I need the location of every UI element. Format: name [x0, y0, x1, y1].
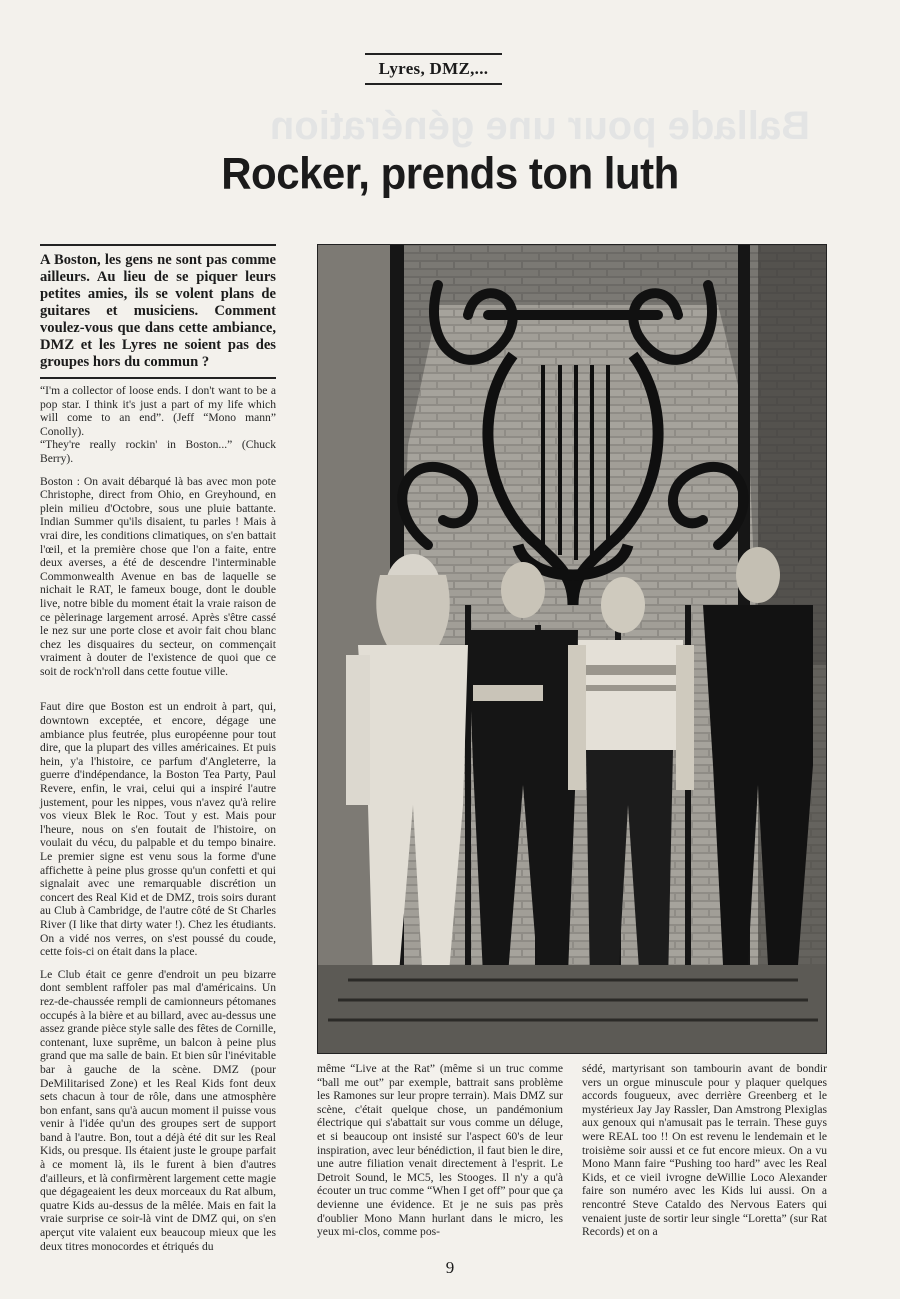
paragraph-the-club: Le Club était ce genre d'endroit un peu bizarre dont semblent raffoler pas mal d'américains. Un rez-de-chaussée rempli de camionneurs pétomanes occupés à la bière et au billard, avec au-dessus une assez grande pièce style salle des fêtes de Cornille, contenant, luxe suprême, un balcon à peine plus grand que ma salle de bain. Et bien sûr l'inévitable bar à gauche de la scène. DMZ (pour DeMilitarised Zone) et les Real Kids font deux sets chacun à tour de rôle, dans une atmosphère bon enfant, sans qu'à aucun moment il puisse vous venir à l'idée qu'un des groupes sert de support band à l'autre. Bon, tout a déjà été dit sur les Real Kids, ou presque. Ils étaient juste le groupe parfait à ce moment là, ils le furent à bien d'autres d'ailleurs, et là confirmèrent largement cette magie que dégageaient les deux morceaux du Rat album, quatre Kids au-dessus de la mêlée. Mais en fait la vraie surprise ce soir-là vint de DMZ qui, on s'en aperçut vite valaient eux beaucoup mieux que les deux titres monocordes et étriqués du	[40, 967, 276, 1253]
show-through-heading: Ballade pour une génération	[269, 104, 810, 148]
article-intro: A Boston, les gens ne sont pas comme ailleurs. Au lieu de se piquer leurs petites amies, ils se volent plans de guitares et musiciens. Comment voulez-vous que dans cette ambiance, DMZ et les Lyres ne soient pas des groupes hors du commun ?	[40, 244, 276, 379]
paragraph-boston-history: Faut dire que Boston est un endroit à part, qui, downtown exceptée, et encore, dégage une ambiance plus feutrée, plus européenne pour tout dire, que la plupart des villes américaines. Et puis hein, y'a l'histoire, ce parfum d'Angleterre, la guerre d'indépendance, la Boston Tea Party, Paul Revere, enfin, le vrai, celui qui a inspiré l'autre justement, pour les nippes, vous n'avez qu'à relire vos vieux Blek le Roc. Tout y est. Mais pour l'heure, nous on s'en foutait de l'histoire, on voulait du vécu, du palpable et du tempo binaire. Le premier signe est venu sous la forme d'une affichette à peine plus grosse qu'un confetti et qui signalait avec une remarquable discrétion un concert des Real Kid et de DMZ, trois soirs durant au Club à Cambridge, de l'autre côté de St Charles River (I like that dirty water !). Chez les étudiants. On a vidé nos verres, on s'est poussé du coude, cette fois-ci on était dans la place.	[40, 700, 276, 959]
section-tag: Lyres, DMZ,...	[365, 53, 502, 85]
band-photo-image	[318, 245, 826, 1053]
article-title: Rocker, prends ton luth	[221, 148, 679, 199]
quote-berry: “They're really rockin' in Boston...” (Chuck Berry).	[40, 438, 276, 465]
text-column-3: sédé, martyrisant son tambourin avant de bondir vers un orgue minuscule pour y plaquer quelques accords fougueux, avec derrière Greenberg et le mystérieux Jay Jay Rassler, Dan Amstrong Plexiglas aux genoux qui n'amusait pas le terrain. These guys were REAL too !! On est revenu le lendemain et le troisième soir aussi et ce fut encore mieux. On a vu Mono Mann faire “Pushing too hard” avec les Real Kids, et ce vieil ivrogne deWillie Loco Alexander faire son numéro avec les Kids lui aussi. On a rencontré Steve Cataldo des Nervous Eaters qui venaient juste de sortir leur single “Loretta” (sur Rat Records) et on a	[582, 1062, 827, 1239]
quote-conolly: “I'm a collector of loose ends. I don't want to be a pop star. I think it's just a part of my life which will come to an end”. (Jeff “Mono mann” Conolly).	[40, 384, 276, 438]
paragraph-boston-arrival: Boston : On avait débarqué là bas avec mon pote Christophe, direct from Ohio, en Greyhound, en plein milieu d'Octobre, sous une pluie battante. Indian Summer qu'ils disaient, tu parles ! Mais à vrai dire, les conditions climatiques, on s'en battait l'œil, et la première chose que l'on a faite, entre deux averses, a été de descendre l'interminable Commonwealth Avenue en bas de laquelle se nichait le RAT, le fameux bouge, dont le double live, notre bible du moment était la vraie raison de ce pèlerinage largement arrosé. Après s'être cassé le nez sur une porte close et avoir fait chou blanc chez les disquaires du secteur, on commençait vraiment à douter de l'existence de quoi que ce soit de rock'n'roll dans cette foutue ville.	[40, 474, 276, 678]
text-column-2: même “Live at the Rat” (même si un truc comme “ball me out” par exemple, battrait sans problème les Ramones sur leur propre terrain). Mais DMZ sur scène, c'était quelque chose, un pandémonium électrique qui s'abattait sur vous comme un déluge, et si beaucoup ont insisté sur l'aspect 60's de leur inspiration, avec leur bénédiction, il faut bien le dire, une autre filiation venait directement à l'esprit. Le Detroit Sound, le MC5, les Stooges. Il n'y a qu'à écouter un truc comme “When I get off” pour que ça devienne une évidence. Et je ne suis pas près d'oublier Mono Mann hurlant dans le micro, les yeux mi-clos, comme pos-	[317, 1062, 563, 1239]
band-photo	[317, 244, 827, 1054]
text-column-1	[40, 384, 276, 1262]
page-number: 9	[445, 1258, 455, 1277]
